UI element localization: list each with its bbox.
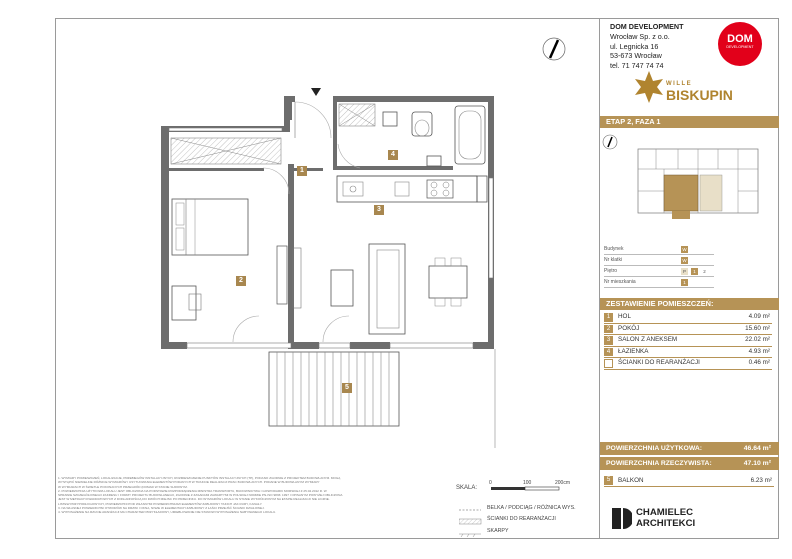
room-name: ŁAZIENKA	[618, 347, 649, 355]
info-label: Budynek	[604, 246, 624, 252]
rooms-title: ZESTAWIENIE POMIESZCZEŃ:	[600, 298, 779, 310]
dining-table	[429, 266, 467, 298]
note-line: WYSTĄPIĆ NIEWIELKIE RÓŻNICE WYMIARÓW I USYTUOWANIA ELEMENTÓW PODANYCH W TRAKCIE REALIZACJI PRAC BUDOWLANYCH. PODANE W BUDOWLANYM WYMIARY	[58, 480, 320, 485]
room-number: 4	[604, 348, 613, 357]
wall	[161, 126, 169, 348]
info-value: W	[682, 247, 687, 252]
balcony-area: 6.23 m²	[750, 477, 772, 484]
room-label-1: 1	[297, 166, 307, 176]
brand-top: WILLE	[666, 81, 693, 87]
architect-logo-icon	[612, 508, 632, 529]
architect-line1: CHAMIELEC	[636, 507, 694, 518]
company-phone: tel. 71 747 74 74	[610, 61, 664, 71]
room-row	[604, 312, 772, 324]
balcony	[269, 352, 399, 426]
room-area: 0.46 m²	[748, 359, 770, 366]
company-line1: Wrocław Sp. z o.o.	[610, 31, 670, 41]
dom-development-logo	[718, 22, 762, 66]
balcony-name: BALKON	[618, 477, 644, 484]
room-area: 22.02 m²	[745, 336, 770, 343]
usable-area-label: POWIERZCHNIA UŻYTKOWA:	[606, 445, 703, 452]
info-label: Nr mieszkania	[604, 279, 636, 285]
toilet	[412, 112, 432, 136]
wall	[473, 342, 494, 349]
room-label-3: 3	[374, 205, 384, 215]
floor-option: 2	[701, 268, 708, 275]
legend-beam: BELKA / PODCIĄG / RÓŻNICA WYS.	[487, 505, 576, 511]
bathtub	[455, 106, 485, 164]
north-arrow-small-icon	[600, 130, 624, 154]
wall	[333, 96, 337, 168]
usable-area-value: 46.64 m²	[743, 445, 771, 452]
company-name: DOM DEVELOPMENT	[610, 22, 684, 31]
scale-label: SKALA:	[456, 485, 478, 491]
note-line: W WYMIARACH W ŚWIETLE POKONANYCH PRZEGRÓD (DOMAD W STANIE SUROWYM.	[58, 484, 188, 489]
info-value: 1	[681, 279, 688, 286]
real-area-value: 47.10 m²	[743, 460, 771, 467]
room-name: ŚCIANKI DO REARANŻACJI	[618, 359, 700, 366]
coffee-table	[331, 270, 353, 306]
floor-plan	[55, 18, 599, 466]
note-line: LISTEW PRZYPODŁOGOWYCH, POWIERZCHNI POD WŁASNYMI POWIERZCHNIAMI ELEMENTÓW ZABUDOWY TAKICH JAK RURY, KANAŁY.	[58, 501, 263, 506]
real-area	[600, 457, 779, 470]
scale-tick-200: 200cm	[555, 480, 571, 486]
wall-swatch	[604, 359, 613, 368]
room-area: 4.09 m²	[748, 313, 770, 320]
wall	[350, 342, 390, 349]
company-line3: 53-673 Wrocław	[610, 51, 662, 61]
room-number: 2	[604, 325, 613, 334]
scale-tick-0: 0	[489, 480, 492, 486]
note-line: JEST W METRACH KWADRATOWYCH Z DOKŁADNOŚCIĄ DO DWÓCH MIEJSC PO PRZECINKU. DO WYMIARÓW LOKALU W STANIE WYKOŃCZONYM NA ETAPIE REALIZACJI NIE LICZNE.	[58, 497, 330, 502]
note-line: 3. NA WŁASNEJ POWIERZCHNI OTWORÓW NA DRZWI I OKNA, NISZE W ELEMENTACH ZABUDOWY Z ŁAŚCI PRZEJŚĆ ŚCIANKI DZIAŁOWEJ.	[58, 506, 265, 511]
wall	[291, 342, 319, 349]
room-label-2: 2	[236, 276, 246, 286]
room-row	[604, 335, 772, 347]
note-line: 1. WYMIARY POMIESZCZEŃ, LOKALIZACJE, PRZEBIEGÓW INSTALACYJNYCH, ROZMIESZCZENIE PUNKTÓW INSTALACYJNYCH (TP), PODANO ZGODNIE Z PROJEKTEM BUDOWLANYM. MOGĄ	[58, 476, 341, 480]
stage-bar: ETAP 2, FAZA 1	[600, 116, 779, 128]
room-row	[604, 347, 772, 359]
room-row	[604, 324, 772, 336]
room-label-5: 5	[342, 383, 352, 393]
wardrobe	[277, 246, 287, 304]
wall	[288, 96, 292, 120]
company-line2: ul. Legnicka 16	[610, 41, 659, 51]
room-row	[604, 358, 772, 370]
room-label-4: 4	[388, 150, 398, 160]
room-number: 3	[604, 336, 613, 345]
legend-walls: ŚCIANKI DO REARANŻACJI	[487, 516, 556, 522]
room-name: POKÓJ	[618, 324, 640, 332]
info-row-pietro	[604, 267, 714, 277]
scale-bar	[485, 478, 577, 498]
note-line: 4. WYPOSAŻENIE NA RZUCIE ARANŻACJI MA CHARAKTER PRZYKŁADOWY, UMIEBLOWANIE NIE STANOWI WYPOSAŻENIA NABYWANEGO LOKALU.	[58, 510, 277, 515]
cooktop	[427, 180, 453, 198]
floor-option: P	[682, 269, 686, 274]
wall	[169, 168, 264, 171]
desk	[172, 286, 196, 320]
architect-line2: ARCHITEKCI	[636, 517, 696, 529]
wall	[161, 342, 187, 349]
real-area-label: POWIERZCHNIA RZECZYWISTA:	[606, 460, 712, 467]
room-number: 1	[604, 313, 613, 322]
room-name: HOL	[618, 313, 631, 320]
legend-slopes: SKARPY	[487, 528, 509, 534]
floor-key-plan	[634, 145, 762, 221]
note-line: SPRAWIE SZCZEGÓŁOWEGO ZAKRESU I FORMY PROJEKTU BUDOWLANEGO, ZGODNIE Z ZASADAMI ZAWARTYMI W POLSKIEJ NORMIE PN-ISO 9836: 1997 I OPISANYM POWYŻEJ OBLICZONA	[58, 493, 343, 498]
north-arrow-icon	[543, 38, 565, 60]
floor-option-selected: 1	[691, 268, 698, 275]
notes	[58, 476, 442, 515]
info-label: Piętro	[604, 268, 618, 274]
architect-name	[636, 508, 695, 529]
info-row-mieszkanie	[604, 278, 714, 288]
logo-big-text: DOM	[727, 33, 753, 45]
info-row-budynek	[604, 245, 714, 255]
room-area: 4.93 m²	[748, 347, 770, 355]
logo-small-text: DEVELOPMENT	[726, 45, 754, 49]
scale-tick-100: 100	[523, 480, 532, 486]
brand-text	[666, 80, 733, 103]
info-row-klatka	[604, 256, 714, 266]
wall	[333, 96, 494, 102]
sofa	[369, 244, 405, 334]
balcony-row	[604, 475, 774, 487]
bed	[172, 199, 248, 255]
info-value: W	[682, 258, 687, 263]
room-name: SALON Z ANEKSEM	[618, 336, 678, 343]
brand-name: BISKUPIN	[666, 87, 733, 103]
room-area: 15.60 m²	[745, 324, 770, 332]
info-label: Nr klatki	[604, 257, 623, 263]
wall	[333, 166, 453, 170]
kitchen-counter	[337, 176, 477, 202]
balcony-number: 5	[604, 476, 613, 485]
note-line: 2. POWIERZCHNIA UŻYTKOWA LOKALU JEST OBLICZONA NA PODSTAWIE ROZPORZĄDZENIA MINISTRA TRANSPORTU, BUDOWNICTWA I GOSPODARKI MORSKIEJ Z 25.04.2012 R. W	[58, 488, 327, 493]
entrance-marker-icon	[311, 88, 321, 96]
usable-area	[600, 442, 779, 455]
